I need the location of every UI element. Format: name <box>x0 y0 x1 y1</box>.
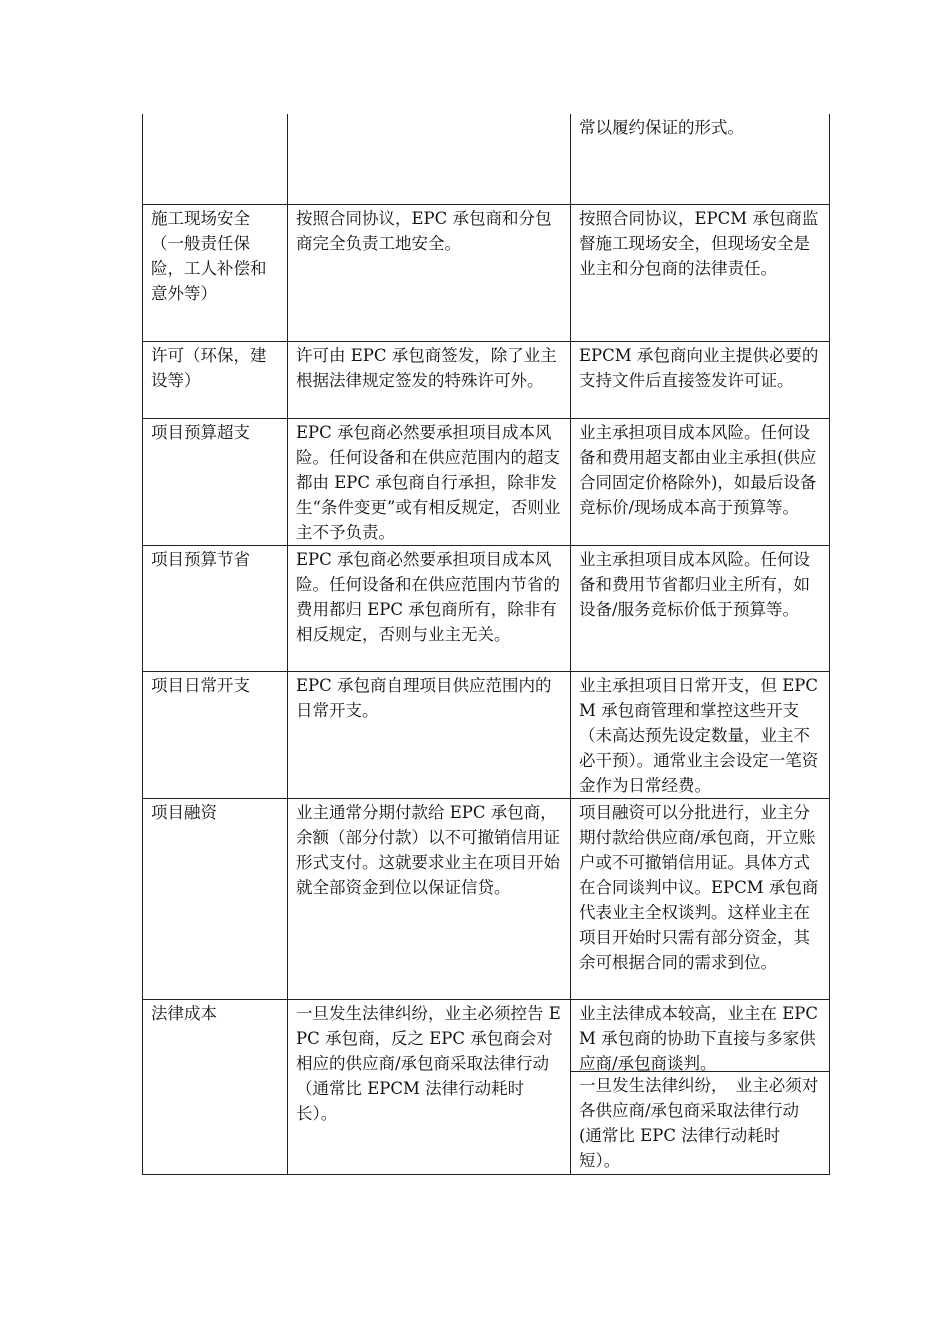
comparison-table <box>142 114 830 1175</box>
epcm-subcell: 业主法律成本较高，业主在 EPCM 承包商的协助下直接与多家供应商/承包商谈判。 <box>579 1003 819 1073</box>
epcm-cell: 常以履约保证的形式。 <box>571 114 830 204</box>
item-cell: 施工现场安全（一般责任保险，工人补偿和意外等） <box>143 204 288 341</box>
item-cell: 项目融资 <box>143 798 288 999</box>
epc-cell: 业主通常分期付款给 EPC 承包商，余额（部分付款）以不可撤销信用证形式支付。这就要求业主在项目开始就全部资金到位以保证信贷。 <box>288 798 571 999</box>
item-cell: 许可（环保，建设等） <box>143 341 288 418</box>
epcm-cell: EPCM 承包商向业主提供必要的支持文件后直接签发许可证。 <box>571 341 830 418</box>
item-cell: 法律成本 <box>143 999 288 1174</box>
epcm-cell: 项目融资可以分批进行，业主分期付款给供应商/承包商，开立账户或不可撤销信用证。具体方式在合同谈判中议。EPCM 承包商代表业主全权谈判。这样业主在项目开始时只需有部分资金，其余可根据合同的需求到位。 <box>571 798 830 999</box>
epc-cell <box>288 114 571 204</box>
table-row <box>143 418 830 545</box>
epc-cell: 一旦发生法律纠纷，业主必须控告 EPC 承包商，反之 EPC 承包商会对相应的供应商/承包商采取法律行动（通常比 EPCM 法律行动耗时长）。 <box>288 999 571 1174</box>
epc-cell: EPC 承包商自理项目供应范围内的日常开支。 <box>288 671 571 798</box>
table-row <box>143 671 830 798</box>
epcm-cell: 业主承担项目成本风险。任何设备和费用超支都由业主承担(供应合同固定价格除外)，如最后设备竞标价/现场成本高于预算等。 <box>571 418 830 545</box>
epc-cell: EPC 承包商必然要承担项目成本风险。任何设备和在供应范围内节省的费用都归 EPC 承包商所有，除非有相反规定，否则与业主无关。 <box>288 545 571 671</box>
epcm-cell: 业主承担项目日常开支，但 EPCM 承包商管理和掌控这些开支（未高达预先设定数量，业主不必干预）。通常业主会设定一笔资金作为日常经费。 <box>571 671 830 798</box>
epcm-cell <box>571 999 830 1174</box>
epcm-cell: 业主承担项目成本风险。任何设备和费用节省都归业主所有，如设备/服务竞标价低于预算等。 <box>571 545 830 671</box>
item-cell <box>143 114 288 204</box>
epc-cell: EPC 承包商必然要承担项目成本风险。任何设备和在供应范围内的超支都由 EPC 承包商自行承担，除非发生“条件变更”或有相反规定，否则业主不予负责。 <box>288 418 571 545</box>
item-cell: 项目日常开支 <box>143 671 288 798</box>
epc-cell: 许可由 EPC 承包商签发，除了业主根据法律规定签发的特殊许可外。 <box>288 341 571 418</box>
item-cell: 项目预算超支 <box>143 418 288 545</box>
epc-cell: 按照合同协议，EPC 承包商和分包商完全负责工地安全。 <box>288 204 571 341</box>
table-row <box>143 114 830 204</box>
table-row <box>143 798 830 999</box>
table-row <box>143 204 830 341</box>
table-row <box>143 341 830 418</box>
table-row <box>143 545 830 671</box>
epcm-subcell: 一旦发生法律纠纷， 业主必须对各供应商/承包商采取法律行动(通常比 EPC 法律行动耗时短）。 <box>571 1071 829 1173</box>
item-cell: 项目预算节省 <box>143 545 288 671</box>
table-row <box>143 999 830 1174</box>
epcm-cell: 按照合同协议，EPCM 承包商监督施工现场安全，但现场安全是业主和分包商的法律责任。 <box>571 204 830 341</box>
